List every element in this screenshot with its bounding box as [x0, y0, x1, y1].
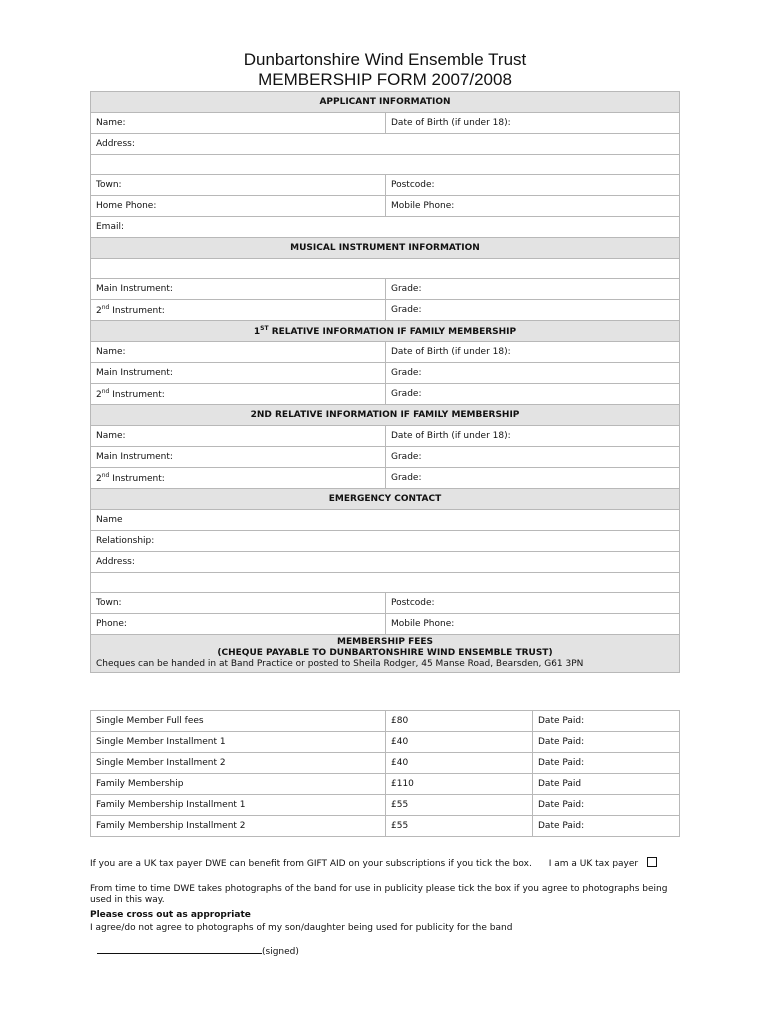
tax-payer-checkbox[interactable] — [647, 857, 657, 867]
instrument-blank-row[interactable] — [91, 259, 680, 279]
fee-row — [91, 795, 680, 816]
emergency-header: EMERGENCY CONTACT — [91, 489, 680, 510]
fee-label: Single Member Full fees — [91, 711, 386, 732]
fee-date-paid[interactable]: Date Paid — [533, 774, 680, 795]
fee-date-paid[interactable]: Date Paid: — [533, 795, 680, 816]
applicant-address-field[interactable]: Address: — [91, 134, 680, 155]
applicant-header: APPLICANT INFORMATION — [91, 92, 680, 113]
signature-line — [97, 944, 697, 958]
tax-payer-label: I am a UK tax payer — [548, 859, 639, 869]
emergency-address-line2[interactable] — [91, 573, 680, 593]
emergency-phone-field[interactable]: Phone: — [91, 614, 386, 635]
applicant-dob-field[interactable]: Date of Birth (if under 18): — [386, 113, 680, 134]
fees-title: MEMBERSHIP FEES — [336, 637, 434, 647]
membership-form-table — [90, 91, 680, 673]
gift-aid-text: If you are a UK tax payer DWE can benefit from GIFT AID on your subscriptions if you tick the box. — [90, 859, 532, 869]
fees-header — [91, 635, 680, 673]
photos-text: From time to time DWE takes photographs of the band for use in publicity please tick the box if you agree to photographs being used in this way. — [90, 884, 668, 905]
relative2-second-instrument-field[interactable]: 2nd Instrument: — [91, 468, 386, 489]
fee-label: Single Member Installment 1 — [91, 732, 386, 753]
fee-row — [91, 816, 680, 837]
relative2-main-grade-field[interactable]: Grade: — [386, 447, 680, 468]
fee-label: Family Membership — [91, 774, 386, 795]
fee-amount: £110 — [386, 774, 533, 795]
main-instrument-field[interactable]: Main Instrument: — [91, 279, 386, 300]
gift-aid-line — [90, 857, 690, 870]
signature-field[interactable] — [97, 944, 262, 954]
emergency-postcode-field[interactable]: Postcode: — [386, 593, 680, 614]
relative2-dob-field[interactable]: Date of Birth (if under 18): — [386, 426, 680, 447]
relative2-name-field[interactable]: Name: — [91, 426, 386, 447]
fee-label: Single Member Installment 2 — [91, 753, 386, 774]
fees-note: Cheques can be handed in at Band Practice or posted to Sheila Rodger, 45 Manse Road, Bearsden, G61 3PN — [96, 659, 584, 669]
applicant-mobile-phone-field[interactable]: Mobile Phone: — [386, 196, 680, 217]
main-instrument-grade-field[interactable]: Grade: — [386, 279, 680, 300]
relative1-name-field[interactable]: Name: — [91, 342, 386, 363]
fees-cheque-payee: (CHEQUE PAYABLE TO DUNBARTONSHIRE WIND ENSEMBLE TRUST) — [217, 648, 553, 658]
fee-row — [91, 711, 680, 732]
fee-amount: £40 — [386, 732, 533, 753]
fee-label: Family Membership Installment 1 — [91, 795, 386, 816]
photo-agreement-text: I agree/do not agree to photographs of my son/daughter being used for publicity for the band — [90, 923, 513, 933]
emergency-mobile-phone-field[interactable]: Mobile Phone: — [386, 614, 680, 635]
fee-date-paid[interactable]: Date Paid: — [533, 711, 680, 732]
emergency-town-field[interactable]: Town: — [91, 593, 386, 614]
fee-date-paid[interactable]: Date Paid: — [533, 753, 680, 774]
fee-amount: £55 — [386, 816, 533, 837]
applicant-postcode-field[interactable]: Postcode: — [386, 175, 680, 196]
second-instrument-grade-field[interactable]: Grade: — [386, 300, 680, 321]
relative2-second-grade-field[interactable]: Grade: — [386, 468, 680, 489]
relative1-second-grade-field[interactable]: Grade: — [386, 384, 680, 405]
applicant-address-line2[interactable] — [91, 155, 680, 175]
fee-label: Family Membership Installment 2 — [91, 816, 386, 837]
signed-label: (signed) — [262, 947, 299, 957]
applicant-home-phone-field[interactable]: Home Phone: — [91, 196, 386, 217]
emergency-name-field[interactable]: Name — [91, 510, 680, 531]
fee-amount: £40 — [386, 753, 533, 774]
fee-row — [91, 753, 680, 774]
second-instrument-field[interactable]: 2nd Instrument: — [91, 300, 386, 321]
instrument-header: MUSICAL INSTRUMENT INFORMATION — [91, 238, 680, 259]
emergency-address-field[interactable]: Address: — [91, 552, 680, 573]
relative1-main-grade-field[interactable]: Grade: — [386, 363, 680, 384]
relative1-main-instrument-field[interactable]: Main Instrument: — [91, 363, 386, 384]
form-subtitle: MEMBERSHIP FORM 2007/2008 — [258, 70, 512, 89]
relative2-main-instrument-field[interactable]: Main Instrument: — [91, 447, 386, 468]
fee-date-paid[interactable]: Date Paid: — [533, 732, 680, 753]
fee-amount: £55 — [386, 795, 533, 816]
relative2-header: 2ND RELATIVE INFORMATION IF FAMILY MEMBERSHIP — [91, 405, 680, 426]
cross-out-instruction: Please cross out as appropriate — [90, 910, 251, 920]
fee-date-paid[interactable]: Date Paid: — [533, 816, 680, 837]
form-title: Dunbartonshire Wind Ensemble Trust — [243, 50, 527, 69]
relative1-header: 1ST RELATIVE INFORMATION IF FAMILY MEMBERSHIP — [91, 321, 680, 342]
fees-table — [90, 710, 680, 837]
fee-amount: £80 — [386, 711, 533, 732]
relative1-second-instrument-field[interactable]: 2nd Instrument: — [91, 384, 386, 405]
applicant-name-field[interactable]: Name: — [91, 113, 386, 134]
fee-row — [91, 732, 680, 753]
fee-row — [91, 774, 680, 795]
emergency-relationship-field[interactable]: Relationship: — [91, 531, 680, 552]
applicant-email-field[interactable]: Email: — [91, 217, 680, 238]
applicant-town-field[interactable]: Town: — [91, 175, 386, 196]
relative1-dob-field[interactable]: Date of Birth (if under 18): — [386, 342, 680, 363]
